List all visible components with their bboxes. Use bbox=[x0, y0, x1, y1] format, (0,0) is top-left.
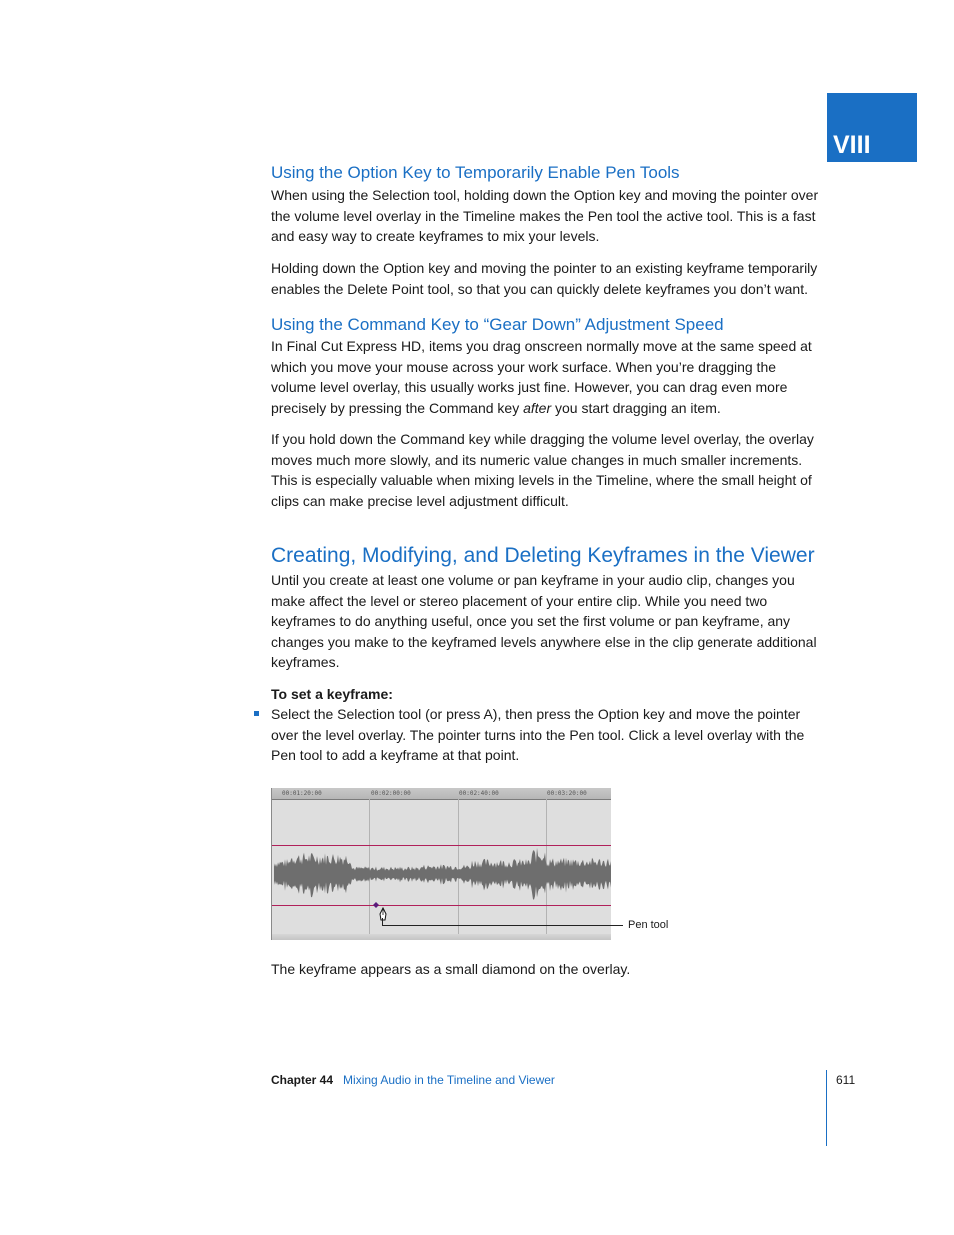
bullet-item-1: Select the Selection tool (or press A), then press the Option key and move the pointer over the level overlay. The pointer turns into the Pen tool. Click a level overlay with the Pen tool to add a keyframe at that point. bbox=[271, 706, 805, 763]
timeline-scroll-area bbox=[272, 934, 611, 940]
callout-leader-tick bbox=[382, 918, 383, 926]
bullet-marker bbox=[254, 711, 259, 716]
footer-chapter bbox=[271, 1073, 555, 1087]
paragraph-command-key-2: If you hold down the Command key while dragging the volume level overlay, the overlay moves much more slowly, and its numeric value changes in much smaller increments. This is especially valuable when mixing levels in the Timeline, where the small height of clips can make precise level adjustment difficult. bbox=[271, 431, 814, 509]
paragraph-command-key-1-start: In Final Cut Express HD, items you drag onscreen normally move at the same speed at which you move your mouse across your work surface. When you’re dragging the volume level overlay, this usually works just fine. However, you can drag even more precisely by pressing the Command key bbox=[271, 338, 812, 416]
ruler-tick: 00:02:00:00 bbox=[371, 790, 411, 797]
part-tab bbox=[827, 93, 917, 162]
ruler-tick: 00:01:20:00 bbox=[282, 790, 322, 797]
audio-waveform bbox=[272, 788, 611, 940]
heading-command-key: Using the Command Key to “Gear Down” Adjustment Speed bbox=[271, 315, 724, 334]
callout-pen-tool: Pen tool bbox=[628, 919, 669, 931]
heading-keyframes-viewer: Creating, Modifying, and Deleting Keyframes in the Viewer bbox=[271, 544, 815, 567]
ruler-tick: 00:02:40:00 bbox=[459, 790, 499, 797]
timeline-figure bbox=[271, 788, 611, 940]
paragraph-option-key-2: Holding down the Option key and moving the pointer to an existing keyframe temporarily enables the Delete Point tool, so that you can quickly delete keyframes you don’t want. bbox=[271, 260, 818, 297]
paragraph-command-key-1-end: you start dragging an item. bbox=[551, 399, 721, 416]
footer-divider bbox=[826, 1070, 827, 1146]
page-number: 611 bbox=[836, 1073, 856, 1087]
ruler-tick: 00:03:20:00 bbox=[547, 790, 587, 797]
paragraph-option-key-1: When using the Selection tool, holding down the Option key and moving the pointer over the volume level overlay in the Timeline makes the Pen tool the active tool. This is a fast and easy way to create keyframes to mix your levels. bbox=[271, 187, 819, 244]
paragraph-command-key-1-emphasis: after bbox=[523, 399, 552, 416]
task-label: To set a keyframe: bbox=[271, 686, 393, 702]
heading-option-key: Using the Option Key to Temporarily Enable Pen Tools bbox=[271, 163, 680, 182]
footer-chapter-label: Chapter 44 bbox=[271, 1073, 334, 1087]
paragraph-keyframes-1: Until you create at least one volume or pan keyframe in your audio clip, changes you make affect the level or stereo placement of your entire clip. While you need two keyframes to do anything useful, once you set the first volume or pan keyframe, any changes you make to the keyframed levels anywhere else in the clip generate additional keyframes. bbox=[271, 572, 817, 670]
pen-tool-icon bbox=[380, 908, 386, 920]
keyframe-diamond-icon[interactable] bbox=[373, 902, 379, 908]
callout-leader-line bbox=[382, 925, 623, 926]
figure-caption: The keyframe appears as a small diamond on the overlay. bbox=[271, 961, 631, 977]
footer-chapter-title: Mixing Audio in the Timeline and Viewer bbox=[343, 1073, 555, 1087]
part-tab-label: VIII bbox=[833, 131, 871, 159]
paragraph-command-key-1 bbox=[271, 336, 819, 418]
